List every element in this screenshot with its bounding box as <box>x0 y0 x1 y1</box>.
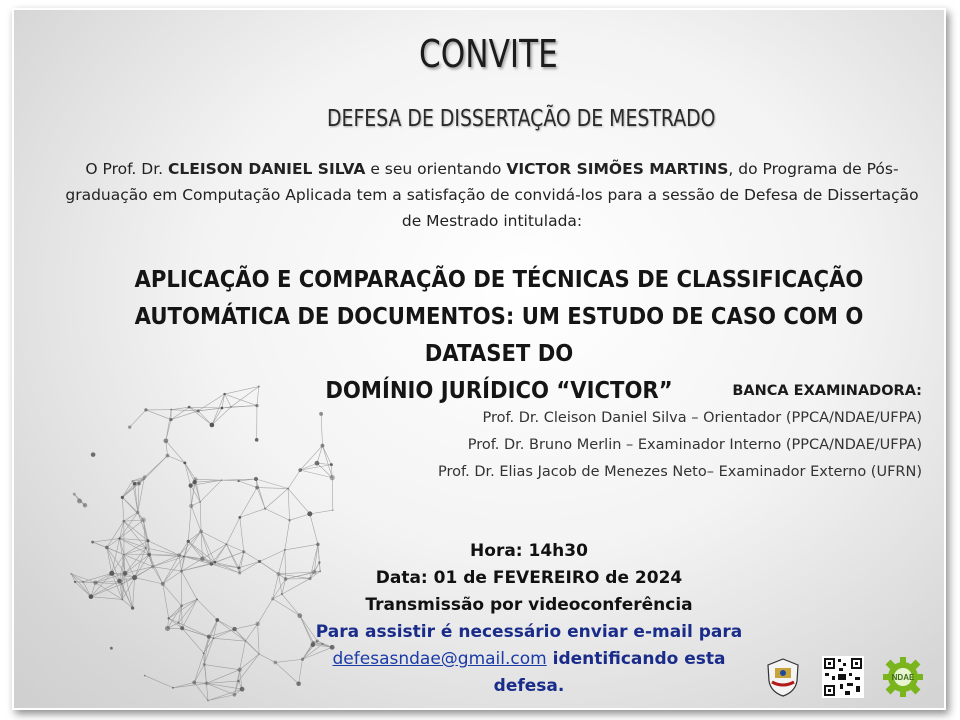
university-crest-icon <box>762 656 804 698</box>
ndae-gear-icon <box>882 656 924 698</box>
board-member: Prof. Dr. Bruno Merlin – Examinador Interno (PPCA/NDAE/UFPA) <box>467 437 922 453</box>
advisor-name: CLEISON DANIEL SILVA <box>168 160 366 178</box>
network-globe-graphic <box>14 370 344 708</box>
dissertation-title-line: AUTOMÁTICA DE DOCUMENTOS: UM ESTUDO DE CASO COM O DATASET DO <box>134 304 864 367</box>
board-member: Prof. Dr. Elias Jacob de Menezes Neto– Examinador Externo (UFRN) <box>438 464 922 480</box>
student-name: VICTOR SIMÕES MARTINS <box>506 160 729 178</box>
invitation-card <box>12 8 946 710</box>
event-instruction: Para assistir é necessário enviar e-mail para <box>315 622 743 642</box>
intro-mid: e seu orientando <box>365 160 507 178</box>
qr-code-icon <box>822 656 864 698</box>
ndae-logo-text: NDAE <box>891 673 915 682</box>
intro-post: , do Programa de Pós-graduação em Computação Aplicada tem a satisfação de convidá-los para a sessão de Defesa de Dissertação de Mestrado intitulada: <box>65 160 919 230</box>
intro-pre: O Prof. Dr. <box>85 160 169 178</box>
intro-paragraph <box>62 156 922 234</box>
event-date: Data: 01 de FEVEREIRO de 2024 <box>375 568 683 588</box>
page-title: CONVITE <box>419 32 558 76</box>
board-heading: BANCA EXAMINADORA: <box>732 383 922 399</box>
dissertation-title-line: DOMÍNIO JURÍDICO “VICTOR” <box>325 378 673 404</box>
dissertation-title-line: APLICAÇÃO E COMPARAÇÃO DE TÉCNICAS DE CLASSIFICAÇÃO <box>134 267 864 293</box>
event-mode: Transmissão por videoconferência <box>365 595 693 615</box>
event-info <box>314 538 744 700</box>
email-link[interactable]: defesasndae@gmail.com <box>332 649 547 669</box>
logo-row <box>762 656 924 698</box>
board-member: Prof. Dr. Cleison Daniel Silva – Orientador (PPCA/NDAE/UFPA) <box>482 410 922 426</box>
event-time: Hora: 14h30 <box>470 541 588 561</box>
examining-board <box>402 378 922 486</box>
event-subtitle: DEFESA DE DISSERTAÇÃO DE MESTRADO <box>327 106 716 132</box>
event-instruction-tail: identificando esta defesa. <box>493 649 726 696</box>
